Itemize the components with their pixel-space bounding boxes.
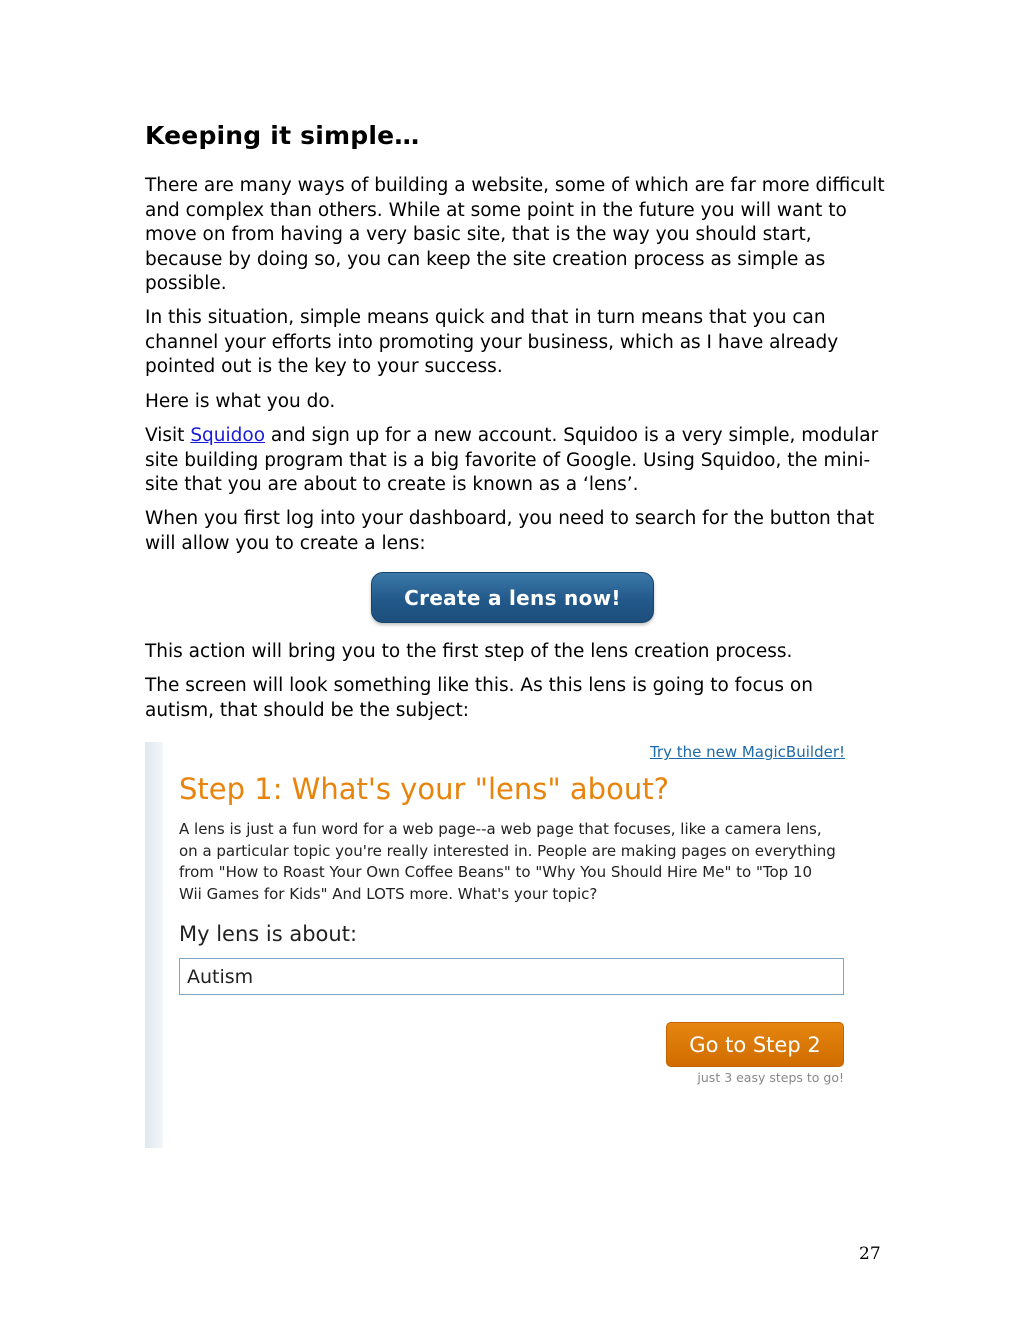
magicbuilder-link[interactable]: Try the new MagicBuilder! (649, 743, 845, 761)
steps-hint: just 3 easy steps to go! (697, 1070, 844, 1085)
paragraph-visit-squidoo (145, 424, 885, 498)
visit-prefix: Visit (145, 425, 191, 446)
squidoo-screenshot (145, 742, 853, 1148)
create-lens-button[interactable]: Create a lens now! (371, 572, 654, 623)
screenshot-side-bar (145, 742, 163, 1148)
step-title: Step 1: What's your "lens" about? (179, 772, 669, 806)
paragraph-screen: The screen will look something like this. As this lens is going to focus on autism, that should be the subject: (145, 675, 813, 721)
paragraph-what-to-do: Here is what you do. (145, 391, 336, 412)
paragraph-dashboard: When you first log into your dashboard, you need to search for the button that will allow you to create a lens: (145, 508, 875, 554)
lens-label: My lens is about: (179, 922, 358, 946)
squidoo-link[interactable]: Squidoo (190, 425, 266, 446)
page-number: 27 (859, 1244, 881, 1264)
visit-suffix: and sign up for a new account. Squidoo is a very simple, modular site building program that is a big favorite of Google. Using Squidoo, the mini-site that you are about to create is known as a ‘lens’. (145, 425, 879, 495)
page-title: Keeping it simple… (145, 121, 420, 150)
go-to-step-2-button[interactable]: Go to Step 2 (666, 1022, 844, 1067)
paragraph-action: This action will bring you to the first step of the lens creation process. (145, 641, 793, 662)
paragraph-intro: There are many ways of building a website, some of which are far more difficult and complex than others. While at some point in the future you will want to move on from having a very basic site, that is the way you should start, because by doing so, you can keep the site creation process as simple as possible. (145, 175, 885, 294)
step-description: A lens is just a fun word for a web page--a web page that focuses, like a camera lens, on a particular topic you're really interested in. People are making pages on everything from "How to Roast Your Own Coffee Beans" to "Why You Should Hire Me" to "Top 10 Wii Games for Kids" And LOTS more. What's your topic? (179, 820, 836, 903)
lens-subject-input[interactable] (179, 958, 844, 995)
paragraph-simple: In this situation, simple means quick and that in turn means that you can channel your efforts into promoting your business, which as I have already pointed out is the key to your success. (145, 307, 839, 377)
